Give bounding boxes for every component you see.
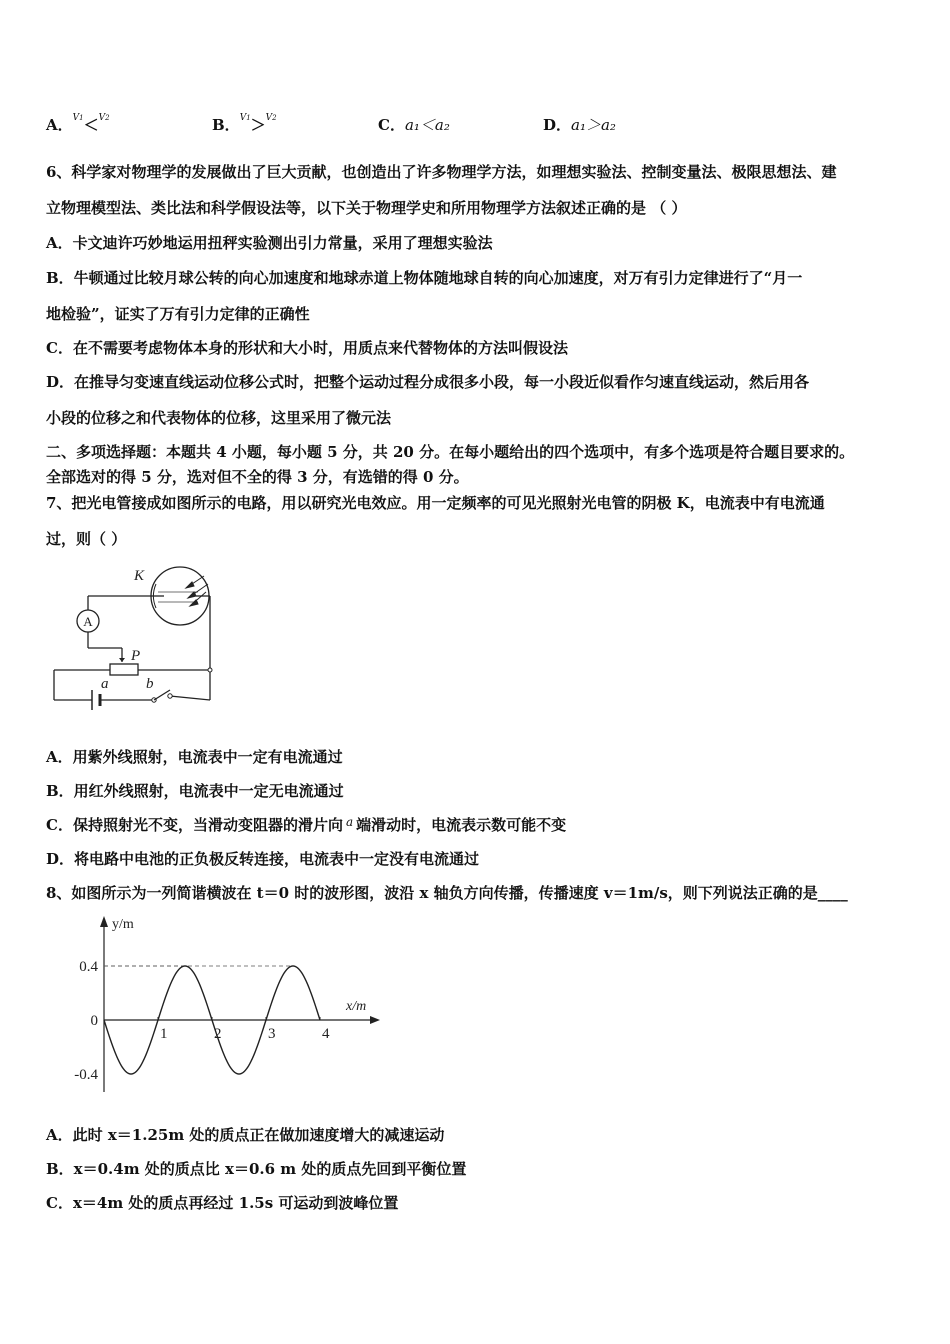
- q8-option-b: B．x＝0.4m 处的质点比 x＝0.6 m 处的质点先回到平衡位置: [46, 1160, 467, 1178]
- q6-option-c: C．在不需要考虑物体本身的形状和大小时，用质点来代替物体的方法叫假设法: [46, 339, 568, 357]
- q5-option-a: A．$^{V1}$＜$^{V2}$: [46, 113, 110, 134]
- q5-option-c: C．a₁＜a₂: [378, 116, 450, 134]
- x-tick-label-4: 4: [322, 1026, 330, 1042]
- x-tick-label-3: 3: [268, 1026, 276, 1042]
- q6-stem-line1: 6、科学家对物理学的发展做出了巨大贡献，也创造出了许多物理学方法，如理想实验法、控制变量法、极限思想法、建: [46, 163, 837, 181]
- q6-option-b-line1: B．牛顿通过比较月球公转的向心加速度和地球赤道上物体随地球自转的向心加速度，对万有引力定律进行了“月一: [46, 269, 803, 287]
- y-axis-arrow: [100, 916, 108, 927]
- battery: [92, 690, 100, 710]
- end-b-label: b: [146, 676, 154, 692]
- q6-option-b-line2: 地检验”，证实了万有引力定律的正确性: [46, 305, 310, 323]
- ammeter-label: A: [83, 614, 93, 629]
- slider-contact: [119, 658, 125, 662]
- x-tick-label-1: 1: [160, 1026, 168, 1042]
- q7-option-d: D．将电路中电池的正负极反转连接，电流表中一定没有电流通过: [46, 850, 480, 868]
- q6-option-d-line1: D．在推导匀变速直线运动位移公式时，把整个运动过程分成很多小段，每一小段近似看作匀速直线运动，然后用各: [46, 373, 810, 391]
- rheostat: [110, 664, 138, 675]
- q7-stem-line2: 过，则（ ）: [46, 530, 127, 548]
- end-a-label: a: [101, 676, 109, 692]
- y-tick-label-0: 0: [90, 1013, 98, 1029]
- q8-stem: 8、如图所示为一列简谐横波在 t＝0 时的波形图，波沿 x 轴负方向传播，传播速度 v＝1m/s，则下列说法正确的是____: [46, 884, 848, 902]
- q7-stem-line1: 7、把光电管接成如图所示的电路，用以研究光电效应。用一定频率的可见光照射光电管的阴极 K，电流表中有电流通: [46, 494, 825, 512]
- q8-option-a: A．此时 x＝1.25m 处的质点正在做加速度增大的减速运动: [46, 1126, 445, 1144]
- switch: [152, 690, 172, 702]
- q5-option-b: B．$^{V1}$＞$^{V2}$: [212, 113, 277, 134]
- x-axis-label: x/m: [346, 999, 367, 1014]
- section2-header-line2: 全部选对的得 5 分，选对但不全的得 3 分，有选错的得 0 分。: [46, 468, 469, 486]
- q6-option-a: A．卡文迪许巧妙地运用扭秤实验测出引力常量，采用了理想实验法: [46, 234, 493, 252]
- y-tick-label-neg0.4: -0.4: [74, 1067, 98, 1083]
- wave-chart: [46, 912, 396, 1100]
- q7-option-c: C．保持照射光不变，当滑动变阻器的滑片向 $^a$ 端滑动时，电流表示数可能不变: [46, 815, 567, 834]
- cathode-label: K: [134, 568, 145, 584]
- q8-option-c: C．x＝4m 处的质点再经过 1.5s 可运动到波峰位置: [46, 1194, 399, 1212]
- q7-option-a: A．用紫外线照射，电流表中一定有电流通过: [46, 748, 343, 766]
- x-axis-arrow: [370, 1016, 380, 1024]
- y-tick-label-0.4: 0.4: [79, 959, 98, 975]
- x-tick-label-2: 2: [214, 1026, 222, 1042]
- q6-stem-line2: 立物理模型法、类比法和科学假设法等，以下关于物理学史和所用物理学方法叙述正确的是 （ ）: [46, 199, 687, 217]
- section2-header-line1: 二、多项选择题：本题共 4 小题，每小题 5 分，共 20 分。在每小题给出的四个选项中，有多个选项是符合题目要求的。: [46, 443, 855, 461]
- q6-option-d-line2: 小段的位移之和代表物体的位移，这里采用了微元法: [46, 409, 392, 427]
- photoelectric-circuit-diagram: [46, 562, 226, 720]
- y-axis-label: y/m: [112, 917, 134, 932]
- slider-label: P: [131, 648, 141, 664]
- q5-option-d: D．a₁＞a₂: [543, 116, 616, 134]
- q7-option-b: B．用红外线照射，电流表中一定无电流通过: [46, 782, 344, 800]
